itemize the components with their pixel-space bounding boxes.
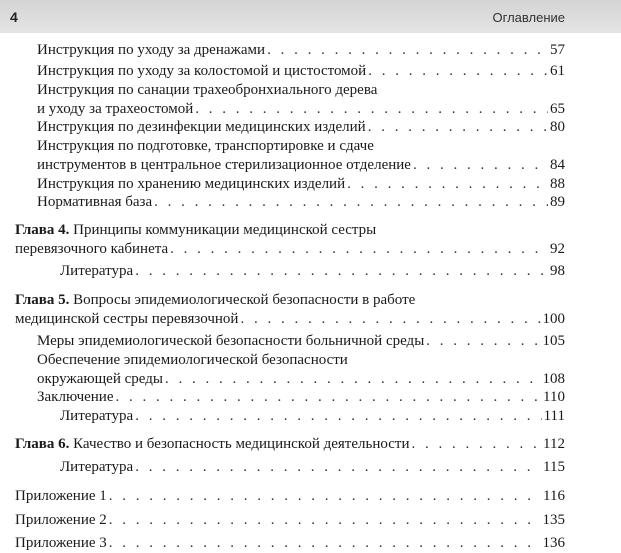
header-title: Оглавление (492, 10, 565, 25)
toc-page-number: 80 (550, 119, 565, 135)
toc-entry-text: и уходу за трахеостомой (37, 101, 194, 117)
toc-entry[interactable] (37, 174, 565, 194)
toc-page-number: 111 (543, 408, 565, 424)
toc-page-number: 110 (543, 389, 565, 405)
toc-entry-text: Инструкция по уходу за дренажами (37, 42, 266, 58)
toc-chapter-entry[interactable] (15, 309, 565, 329)
toc-entry-text-line1: Инструкция по подготовке, транспортировке и сдаче (37, 138, 374, 154)
toc-entry-text: Меры эпидемиологической безопасности больничной среды (37, 333, 425, 349)
toc-entry-text-line1: Инструкция по санации трахеобронхиального дерева (37, 82, 378, 98)
toc-page-number: 136 (542, 535, 565, 551)
toc-chapter-entry[interactable] (15, 434, 565, 454)
toc-entry-text-line1: Обеспечение эпидемиологической безопасности (37, 352, 348, 368)
toc-entry[interactable] (37, 387, 565, 407)
toc-entry[interactable] (37, 117, 565, 137)
toc-entry[interactable] (37, 331, 565, 351)
toc-appendix-entry[interactable] (15, 510, 565, 530)
dot-leader (413, 155, 548, 175)
dot-leader (368, 117, 548, 137)
toc-entry-text: Приложение 1 (15, 488, 107, 504)
chapter-title: Принципы коммуникации медицинской сестры (69, 222, 377, 238)
toc-entry-text: Литература (60, 459, 134, 475)
toc-entry[interactable] (60, 406, 565, 426)
toc-entry-text: Литература (60, 408, 134, 424)
toc-entry-text: перевязочного кабинета (15, 241, 169, 257)
chapter-title: Качество и безопасность медицинской деятельности (69, 436, 410, 452)
toc-entry-text: Инструкция по дезинфекции медицинских изделий (37, 119, 366, 135)
dot-leader (109, 486, 541, 506)
chapter-heading (15, 434, 409, 454)
dot-leader (109, 533, 541, 553)
toc-entry-text: Заключение (37, 389, 114, 405)
toc-page-number: 105 (542, 333, 565, 349)
chapter-heading (15, 220, 376, 240)
toc-entry[interactable] (37, 369, 565, 389)
dot-leader (109, 510, 541, 530)
dot-leader (135, 406, 541, 426)
dot-leader (195, 99, 548, 119)
chapter-label: Глава 5. (15, 292, 70, 308)
toc-chapter-entry[interactable] (15, 239, 565, 259)
toc-page-number: 57 (550, 42, 565, 58)
dot-leader (411, 434, 541, 454)
toc-entry-text: инструментов в центральное стерилизационное отделение (37, 157, 411, 173)
chapter-title: Вопросы эпидемиологической безопасности в работе (69, 292, 416, 308)
toc-page-number: 84 (550, 157, 565, 173)
dot-leader (426, 331, 540, 351)
toc-page-number: 116 (543, 488, 565, 504)
dot-leader (154, 192, 548, 212)
toc-entry-text: Приложение 2 (15, 512, 107, 528)
toc-entry-text: Инструкция по хранению медицинских изделий (37, 176, 346, 192)
dot-leader (267, 40, 548, 60)
toc-page-number: 65 (550, 101, 565, 117)
toc-appendix-entry[interactable] (15, 533, 565, 553)
toc-appendix-entry[interactable] (15, 486, 565, 506)
toc-entry[interactable] (60, 457, 565, 477)
toc-entry[interactable] (37, 155, 565, 175)
toc-entry-text: Приложение 3 (15, 535, 107, 551)
toc-entry-text: Инструкция по уходу за колостомой и цистостомой (37, 63, 367, 79)
chapter-label: Глава 4. (15, 222, 70, 238)
toc-page-number: 115 (543, 459, 565, 475)
toc-entry[interactable] (37, 40, 565, 60)
toc-page-number: 92 (550, 241, 565, 257)
toc-entry-text: медицинской сестры перевязочной (15, 311, 239, 327)
toc-page-number: 98 (550, 263, 565, 279)
toc-entry[interactable] (60, 261, 565, 281)
dot-leader (347, 174, 548, 194)
toc-page-number: 135 (542, 512, 565, 528)
dot-leader (135, 457, 541, 477)
toc-entry[interactable] (37, 61, 565, 81)
toc-page-number: 100 (542, 311, 565, 327)
toc-entry-text: Литература (60, 263, 134, 279)
toc-entry[interactable] (37, 99, 565, 119)
chapter-label: Глава 6. (15, 436, 70, 452)
toc-page-number: 112 (543, 436, 565, 452)
page-header (0, 0, 621, 33)
toc-page-number: 89 (550, 194, 565, 210)
dot-leader (116, 387, 542, 407)
dot-leader (170, 239, 548, 259)
dot-leader (240, 309, 540, 329)
dot-leader (368, 61, 548, 81)
toc-entry-text: окружающей среды (37, 371, 163, 387)
page-number: 4 (10, 9, 18, 25)
dot-leader (135, 261, 548, 281)
toc-entry[interactable] (37, 192, 565, 212)
chapter-heading (15, 290, 415, 310)
toc-page-number: 108 (542, 371, 565, 387)
toc-entry-text: Нормативная база (37, 194, 153, 210)
dot-leader (165, 369, 541, 389)
toc-page-number: 61 (550, 63, 565, 79)
toc-page-number: 88 (550, 176, 565, 192)
